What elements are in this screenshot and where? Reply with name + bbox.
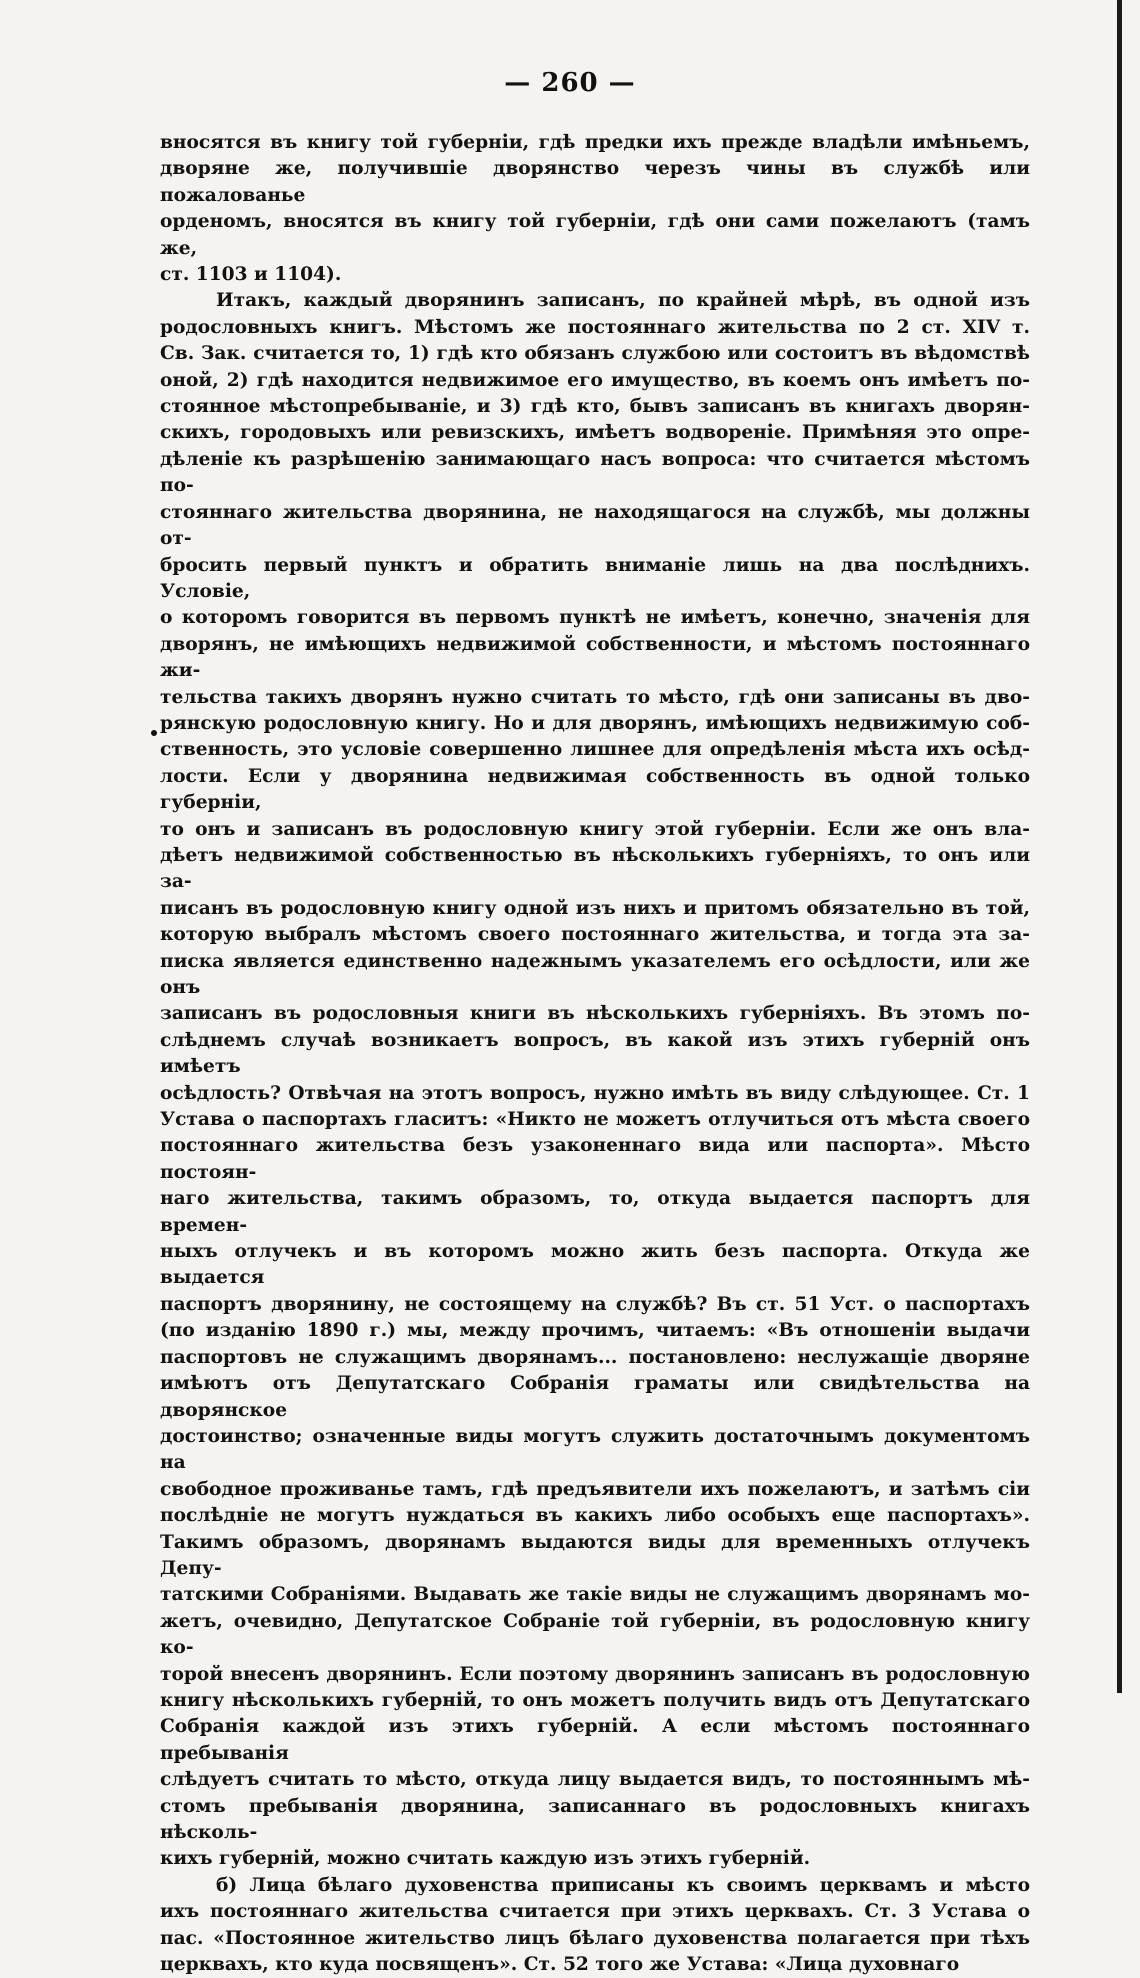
- text-line: жетъ, очевидно, Депутатское Собраніе той губерніи, въ родословную книгу ко-: [160, 1610, 1030, 1659]
- text-line: достоинство; означенные виды могутъ служить достаточнымъ документомъ на: [160, 1425, 1030, 1474]
- text-line: скихъ, городовыхъ или ревизскихъ, имѣетъ водвореніе. Примѣняя это опре-: [160, 422, 1030, 444]
- text-line: б) Лица бѣлаго духовенства приписаны къ своимъ церквамъ и мѣсто: [216, 1874, 1030, 1896]
- text-line: то онъ и записанъ въ родословную книгу этой губерніи. Если же онъ вла-: [160, 818, 1030, 840]
- text-line: дворянъ, не имѣющихъ недвижимой собственности, и мѣстомъ постояннаго жи-: [160, 633, 1030, 682]
- text-line: оной, 2) гдѣ находится недвижимое его имущество, въ коемъ онъ имѣетъ по-: [160, 369, 1030, 391]
- text-line: паспортовъ не служащимъ дворянамъ... постановлено: неслужащіе дворяне: [160, 1346, 1030, 1368]
- text-line: бросить первый пунктъ и обратить вниманіе лишь на два послѣднихъ. Условіе,: [160, 554, 1030, 602]
- page-edge-shadow: [1117, 0, 1122, 1693]
- text-line: тельства такихъ дворянъ нужно считать то мѣсто, гдѣ они записаны въ дво-: [160, 686, 1030, 708]
- text-line: орденомъ, вносятся въ книгу той губерніи, гдѣ они сами пожелаютъ (тамъ же,: [160, 211, 1030, 259]
- text-line: стоянное мѣстопребываніе, и 3) гдѣ кто, бывъ записанъ въ книгахъ дворян-: [160, 396, 1030, 418]
- text-line: пас. «Постоянное жительство лицъ бѣлаго духовенства полагается при тѣхъ: [160, 1927, 1030, 1949]
- text-line: лости. Если у дворянина недвижимая собственность въ одной только губерніи,: [160, 765, 1030, 814]
- text-line: слѣдуетъ считать то мѣсто, откуда лицу выдается видъ, то постояннымъ мѣ-: [160, 1769, 1030, 1791]
- text-line: имѣютъ отъ Депутатскаго Собранія граматы или свидѣтельства на дворянское: [160, 1373, 1030, 1421]
- text-line: Св. Зак. считается то, 1) гдѣ кто обязанъ службою или состоитъ въ вѣдомствѣ: [160, 343, 1030, 365]
- text-line: писка является единственно надежнымъ указателемъ его осѣдлости, или же онъ: [160, 950, 1030, 998]
- text-line: книгу нѣсколькихъ губерній, то онъ можетъ получить видъ отъ Депутатскаго: [160, 1689, 1030, 1711]
- text-line: Собранія каждой изъ этихъ губерній. А если мѣстомъ постояннаго пребыванія: [160, 1716, 1030, 1764]
- text-line: рянскую родословную книгу. Но и для дворянъ, имѣющихъ недвижимую соб-: [160, 712, 1030, 734]
- text-line: ныхъ отлучекъ и въ которомъ можно жить безъ паспорта. Откуда же выдается: [160, 1241, 1030, 1289]
- text-line: послѣдніе не могутъ нуждаться въ какихъ либо особыхъ еще паспортахъ».: [160, 1505, 1030, 1527]
- text-line: торой внесенъ дворянинъ. Если поэтому дворянинъ записанъ въ родословную: [160, 1663, 1030, 1685]
- text-line: стомъ пребыванія дворянина, записаннаго въ родословныхъ книгахъ нѣсколь-: [160, 1795, 1030, 1843]
- text-line: дворяне же, получившіе дворянство черезъ чины въ службѣ или пожалованье: [160, 158, 1030, 206]
- text-line: о которомъ говорится въ первомъ пунктѣ не имѣетъ, конечно, значенія для: [160, 607, 1030, 629]
- text-line: которую выбралъ мѣстомъ своего постояннаго жительства, и тогда эта за-: [160, 924, 1030, 946]
- text-line: наго жительства, такимъ образомъ, то, откуда выдается паспортъ для времен-: [160, 1188, 1030, 1236]
- text-line: вносятся въ книгу той губерніи, гдѣ предки ихъ прежде владѣли имѣньемъ,: [160, 132, 1030, 153]
- text-line: осѣдлость? Отвѣчая на этотъ вопросъ, нужно имѣть въ виду слѣдующее. Ст. 1: [160, 1082, 1030, 1104]
- paragraph: [160, 288, 1030, 1872]
- text-line: паспортъ дворянину, не состоящему на службѣ? Въ ст. 51 Уст. о паспортахъ: [160, 1293, 1030, 1315]
- paragraph: [160, 1873, 1030, 1978]
- text-line: родословныхъ книгъ. Мѣстомъ же постояннаго жительства по 2 ст. XIV т.: [160, 316, 1030, 338]
- body-text: [160, 130, 1030, 1978]
- text-line: ст. 1103 и 1104).: [160, 264, 342, 286]
- text-line: дѣетъ недвижимой собственностью въ нѣсколькихъ губерніяхъ, то онъ или за-: [160, 844, 1030, 893]
- text-line: постояннаго жительства безъ узаконеннаго вида или паспорта». Мѣсто постоян-: [160, 1135, 1030, 1183]
- text-line: дѣленіе къ разрѣшенію занимающаго насъ вопроса: что считается мѣстомъ по-: [160, 448, 1030, 497]
- margin-mark: [151, 730, 157, 736]
- text-line: кихъ губерній, можно считать каждую изъ этихъ губерній.: [160, 1848, 811, 1870]
- text-line: стояннаго жительства дворянина, не находящагося на службѣ, мы должны от-: [160, 501, 1030, 550]
- text-line: Итакъ, каждый дворянинъ записанъ, по крайней мѣрѣ, въ одной изъ: [216, 290, 1030, 312]
- text-line: слѣднемъ случаѣ возникаетъ вопросъ, въ какой изъ этихъ губерній онъ имѣетъ: [160, 1029, 1030, 1078]
- text-line: ихъ постояннаго жительства считается при этихъ церквахъ. Ст. 3 Устава о: [160, 1901, 1030, 1923]
- paragraph: [160, 130, 1030, 288]
- text-line: церквахъ, кто куда посвященъ». Ст. 52 того же Устава: «Лица духовнаго: [160, 1954, 960, 1976]
- text-line: татскими Собраніями. Выдавать же такіе виды не служащимъ дворянамъ мо-: [160, 1584, 1030, 1606]
- text-line: ственность, это условіе совершенно лишнее для опредѣленія мѣста ихъ осѣд-: [160, 739, 1030, 761]
- text-line: (по изданію 1890 г.) мы, между прочимъ, читаемъ: «Въ отношеніи выдачи: [160, 1320, 1030, 1342]
- text-line: писанъ въ родословную книгу одной изъ нихъ и притомъ обязательно въ той,: [160, 897, 1030, 919]
- text-line: Такимъ образомъ, дворянамъ выдаются виды для временныхъ отлучекъ Депу-: [160, 1531, 1030, 1579]
- text-line: Устава о паспортахъ гласитъ: «Никто не можетъ отлучиться отъ мѣста своего: [160, 1109, 1030, 1131]
- text-line: записанъ въ родословныя книги въ нѣсколькихъ губерніяхъ. Въ этомъ по-: [160, 1003, 1030, 1025]
- text-line: свободное проживанье тамъ, гдѣ предъявители ихъ пожелаютъ, и затѣмъ сіи: [160, 1478, 1030, 1500]
- page-number: — 260 —: [504, 68, 636, 98]
